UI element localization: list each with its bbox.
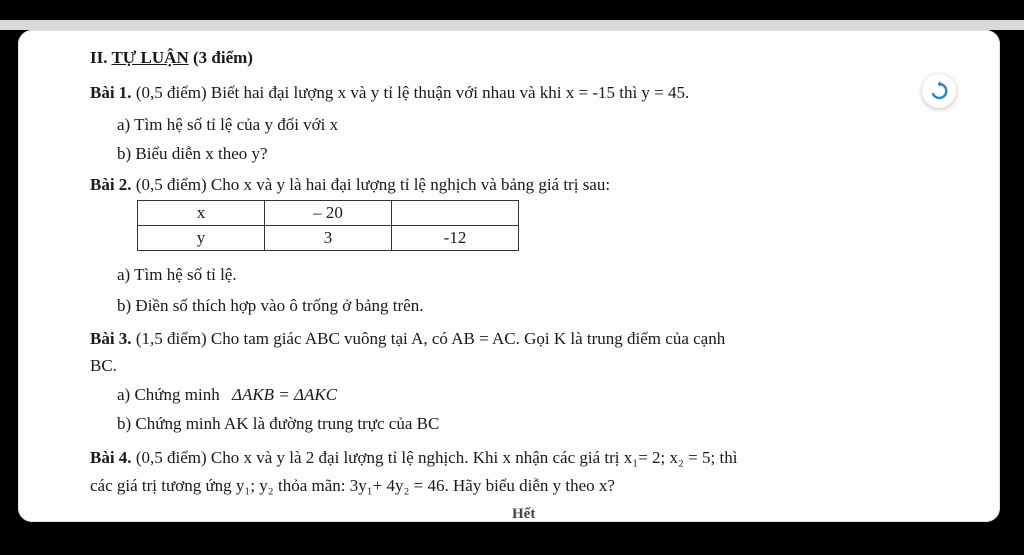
- top-gray-strip: [0, 20, 1024, 30]
- bai4-label: Bài 4.: [90, 448, 132, 467]
- bai2-text: (0,5 điểm) Cho x và y là hai đại lượng tỉ lệ nghịch và bảng giá trị sau:: [135, 175, 611, 194]
- bai3-label: Bài 3.: [90, 329, 132, 348]
- bai3-part-a: [117, 384, 337, 406]
- section-heading: TỰ LUẬN: [111, 48, 189, 67]
- section-number: II.: [90, 48, 108, 67]
- bai3-text: (1,5 điểm) Cho tam giác ABC vuông tại A, có AB = AC. Gọi K là trung điểm của cạnh: [135, 329, 726, 348]
- bai1-part-a: a) Tìm hệ số tỉ lệ của y đối với x: [117, 115, 339, 134]
- bai1-label: Bài 1.: [90, 83, 132, 102]
- table-row-x: [138, 201, 519, 226]
- bai2-statement: [90, 174, 610, 196]
- section-title: [90, 47, 253, 69]
- bai3-statement: [90, 328, 725, 350]
- end-marker: Hết: [512, 506, 536, 522]
- bai3-part-a-text: a) Chứng minh: [117, 385, 220, 404]
- bai3-statement-cont: BC.: [90, 356, 117, 375]
- bai2-part-a: a) Tìm hệ số tỉ lệ.: [117, 265, 237, 284]
- bai1-text: (0,5 điểm) Biết hai đại lượng x và y tỉ lệ thuận với nhau và khi x = -15 thì y = 45.: [135, 83, 690, 102]
- section-points: (3 điểm): [192, 48, 253, 67]
- bai3-formula: ΔAKB = ΔAKC: [231, 385, 338, 404]
- bottom-black-bar: [0, 533, 1024, 555]
- table-cell-empty: [392, 201, 519, 226]
- bai2-label: Bài 2.: [90, 175, 132, 194]
- table-cell: -12: [392, 226, 519, 251]
- bai4-statement-cont: các giá trị tương ứng y₁; y₂ thỏa mãn: 3y₁+ 4y₂ = 46. Hãy biểu diễn y theo x?: [90, 476, 615, 495]
- table-row-y: [138, 226, 519, 251]
- bai2-part-b: b) Điền số thích hợp vào ô trống ở bảng trên.: [117, 296, 424, 315]
- bai1-part-b: b) Biểu diễn x theo y?: [117, 144, 268, 163]
- value-table: [137, 200, 519, 251]
- table-cell: 3: [265, 226, 392, 251]
- table-cell: – 20: [265, 201, 392, 226]
- refresh-icon[interactable]: [922, 74, 956, 108]
- bai4-statement: [90, 447, 737, 469]
- bai1-statement: [90, 82, 689, 104]
- bai3-part-b: b) Chứng minh AK là đường trung trực của BC: [117, 414, 440, 433]
- bai4-text: (0,5 điểm) Cho x và y là 2 đại lượng tỉ lệ nghịch. Khi x nhận các giá trị x₁= 2; x₂ = 5; thì: [135, 448, 738, 467]
- table-cell: x: [138, 201, 265, 226]
- table-cell: y: [138, 226, 265, 251]
